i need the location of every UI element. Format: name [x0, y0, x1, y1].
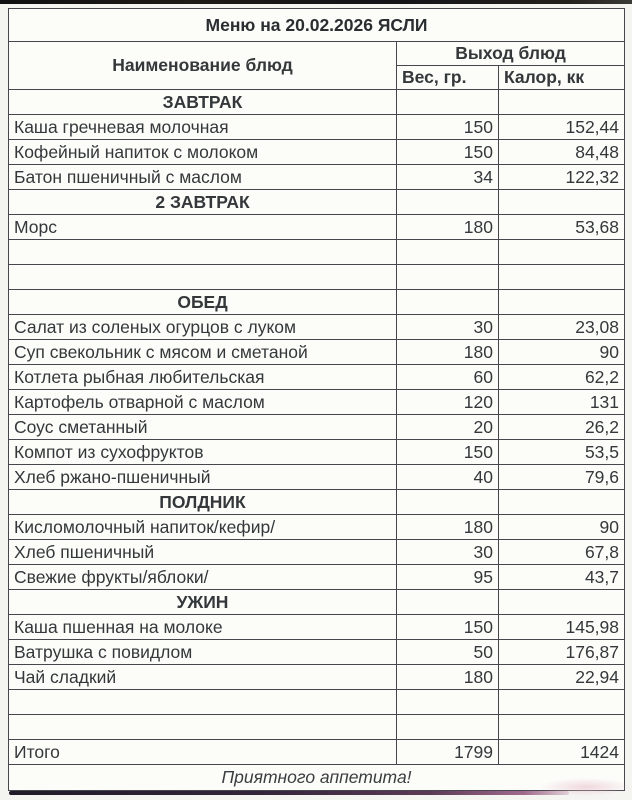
dish-name-cell: Каша гречневая молочная: [9, 115, 397, 140]
menu-item-row: [9, 415, 625, 440]
weight-cell: 180: [397, 515, 499, 540]
column-header-dish-name: Наименование блюд: [9, 42, 397, 90]
calories-cell: 67,8: [499, 540, 625, 565]
menu-item-row: [9, 115, 625, 140]
meal-section-label: 2 ЗАВТРАК: [9, 190, 397, 215]
dish-name-cell: Котлета рыбная любительская: [9, 365, 397, 390]
dish-name-cell: Каша пшенная на молоке: [9, 615, 397, 640]
calories-cell: 122,32: [499, 165, 625, 190]
section-row: [9, 290, 625, 315]
menu-item-row: [9, 465, 625, 490]
dish-name-cell: Хлеб ржано-пшеничный: [9, 465, 397, 490]
menu-item-row: [9, 640, 625, 665]
weight-cell: 95: [397, 565, 499, 590]
scan-pink-smudge: [540, 778, 632, 796]
calories-cell: [499, 490, 625, 515]
menu-item-row: [9, 440, 625, 465]
weight-cell: 20: [397, 415, 499, 440]
weight-cell: 180: [397, 665, 499, 690]
empty-row: [9, 690, 625, 715]
calories-cell: 90: [499, 515, 625, 540]
calories-cell: [499, 265, 625, 290]
calories-cell: [499, 290, 625, 315]
meal-section-label: УЖИН: [9, 590, 397, 615]
dish-name-cell: [9, 715, 397, 740]
meal-section-label: ПОЛДНИК: [9, 490, 397, 515]
menu-item-row: [9, 140, 625, 165]
calories-cell: 84,48: [499, 140, 625, 165]
calories-cell: [499, 690, 625, 715]
calories-cell: 176,87: [499, 640, 625, 665]
calories-cell: 26,2: [499, 415, 625, 440]
header-row-1: [9, 42, 625, 66]
calories-cell: [499, 715, 625, 740]
calories-cell: 145,98: [499, 615, 625, 640]
menu-item-row: [9, 315, 625, 340]
total-row: [9, 740, 625, 765]
weight-cell: [397, 265, 499, 290]
scan-edge-top-line: [0, 0, 632, 4]
scan-edge-bottom-line: [9, 791, 569, 795]
menu-item-row: [9, 165, 625, 190]
calories-cell: 43,7: [499, 565, 625, 590]
weight-cell: 40: [397, 465, 499, 490]
column-header-calories: Калор, кк: [499, 66, 625, 90]
weight-cell: [397, 290, 499, 315]
menu-rows: [9, 90, 625, 765]
weight-cell: 150: [397, 140, 499, 165]
weight-cell: [397, 90, 499, 115]
weight-cell: 1799: [397, 740, 499, 765]
dish-name-cell: Кофейный напиток с молоком: [9, 140, 397, 165]
calories-cell: 22,94: [499, 665, 625, 690]
calories-cell: 53,5: [499, 440, 625, 465]
dish-name-cell: Морс: [9, 215, 397, 240]
dish-name-cell: Чай сладкий: [9, 665, 397, 690]
weight-cell: [397, 590, 499, 615]
menu-item-row: [9, 215, 625, 240]
section-row: [9, 190, 625, 215]
weight-cell: 30: [397, 315, 499, 340]
dish-name-cell: Итого: [9, 740, 397, 765]
calories-cell: 131: [499, 390, 625, 415]
calories-cell: [499, 240, 625, 265]
weight-cell: 150: [397, 115, 499, 140]
dish-name-cell: Компот из сухофруктов: [9, 440, 397, 465]
dish-name-cell: Батон пшеничный с маслом: [9, 165, 397, 190]
calories-cell: 53,68: [499, 215, 625, 240]
section-row: [9, 590, 625, 615]
page-title: Меню на 20.02.2026 ЯСЛИ: [9, 9, 625, 42]
weight-cell: [397, 190, 499, 215]
meal-section-label: ОБЕД: [9, 290, 397, 315]
title-row: [9, 9, 625, 42]
weight-cell: 60: [397, 365, 499, 390]
dish-name-cell: [9, 240, 397, 265]
section-row: [9, 490, 625, 515]
menu-item-row: [9, 565, 625, 590]
weight-cell: 120: [397, 390, 499, 415]
empty-row: [9, 715, 625, 740]
weight-cell: [397, 715, 499, 740]
weight-cell: 34: [397, 165, 499, 190]
calories-cell: [499, 590, 625, 615]
dish-name-cell: [9, 265, 397, 290]
menu-item-row: [9, 540, 625, 565]
weight-cell: [397, 240, 499, 265]
dish-name-cell: Свежие фрукты/яблоки/: [9, 565, 397, 590]
dish-name-cell: Салат из соленых огурцов с луком: [9, 315, 397, 340]
dish-name-cell: Соус сметанный: [9, 415, 397, 440]
section-row: [9, 90, 625, 115]
dish-name-cell: Картофель отварной с маслом: [9, 390, 397, 415]
column-header-output: Выход блюд: [397, 42, 625, 66]
menu-item-row: [9, 365, 625, 390]
calories-cell: [499, 90, 625, 115]
dish-name-cell: Хлеб пшеничный: [9, 540, 397, 565]
dish-name-cell: Ватрушка с повидлом: [9, 640, 397, 665]
dish-name-cell: [9, 690, 397, 715]
empty-row: [9, 265, 625, 290]
dish-name-cell: Суп свекольник с мясом и сметаной: [9, 340, 397, 365]
calories-cell: 90: [499, 340, 625, 365]
menu-item-row: [9, 340, 625, 365]
column-header-weight: Вес, гр.: [397, 66, 499, 90]
calories-cell: 79,6: [499, 465, 625, 490]
menu-item-row: [9, 515, 625, 540]
weight-cell: 30: [397, 540, 499, 565]
menu-item-row: [9, 615, 625, 640]
empty-row: [9, 240, 625, 265]
calories-cell: 152,44: [499, 115, 625, 140]
calories-cell: 23,08: [499, 315, 625, 340]
menu-table-head: [9, 9, 625, 90]
weight-cell: 150: [397, 615, 499, 640]
calories-cell: 62,2: [499, 365, 625, 390]
menu-table: [8, 8, 625, 791]
bon-appetit-text: Приятного аппетита!: [9, 765, 625, 791]
weight-cell: [397, 690, 499, 715]
meal-section-label: ЗАВТРАК: [9, 90, 397, 115]
menu-table-foot: [9, 765, 625, 791]
footer-row: [9, 765, 625, 791]
weight-cell: 50: [397, 640, 499, 665]
weight-cell: 180: [397, 215, 499, 240]
weight-cell: 180: [397, 340, 499, 365]
menu-item-row: [9, 390, 625, 415]
weight-cell: [397, 490, 499, 515]
weight-cell: 150: [397, 440, 499, 465]
calories-cell: 1424: [499, 740, 625, 765]
dish-name-cell: Кисломолочный напиток/кефир/: [9, 515, 397, 540]
calories-cell: [499, 190, 625, 215]
menu-item-row: [9, 665, 625, 690]
